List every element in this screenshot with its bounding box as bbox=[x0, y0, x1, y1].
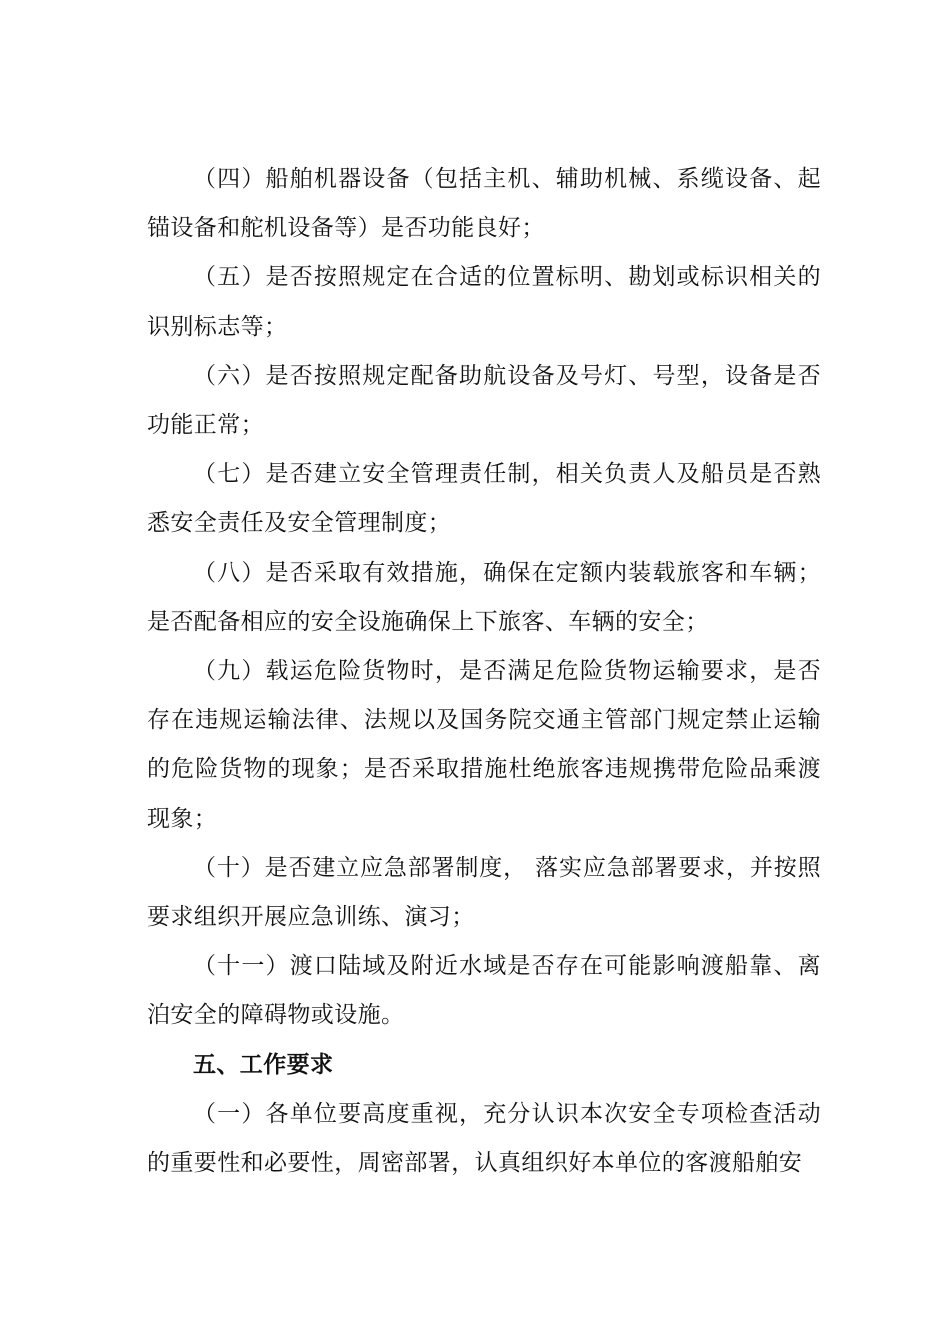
paragraph-item-7: （七）是否建立安全管理责任制，相关负责人及船员是否熟悉安全责任及安全管理制度； bbox=[147, 461, 821, 537]
section-heading: 五、工作要求 bbox=[193, 1051, 334, 1078]
paragraph-item-5: （五）是否按照规定在合适的位置标明、勘划或标识相关的识别标志等； bbox=[147, 264, 821, 340]
requirement-paragraph-1: （一）各单位要高度重视，充分认识本次安全专项检查活动的重要性和必要性，周密部署，认真组织好本单位的客渡船舶安 bbox=[147, 1100, 821, 1177]
paragraph-item-8: （八）是否采取有效措施，确保在定额内装载旅客和车辆；是否配备相应的安全设施确保上下旅客、车辆的安全； bbox=[147, 559, 821, 635]
document-body bbox=[147, 155, 821, 1188]
paragraph-item-6: （六）是否按照规定配备助航设备及号灯、号型，设备是否功能正常； bbox=[147, 362, 821, 439]
paragraph-item-9: （九）载运危险货物时，是否满足危险货物运输要求，是否存在违规运输法律、法规以及国务院交通主管部门规定禁止运输的危险货物的现象；是否采取措施杜绝旅客违规携带危险品乘渡现象； bbox=[147, 658, 821, 832]
paragraph-item-4: （四）船舶机器设备（包括主机、辅助机械、系缆设备、起锚设备和舵机设备等）是否功能良好； bbox=[147, 166, 821, 242]
paragraph-item-10: （十）是否建立应急部署制度， 落实应急部署要求，并按照要求组织开展应急训练、演习； bbox=[147, 854, 821, 931]
paragraph-item-11: （十一）渡口陆域及附近水域是否存在可能影响渡船靠、离泊安全的障碍物或设施。 bbox=[147, 953, 821, 1029]
